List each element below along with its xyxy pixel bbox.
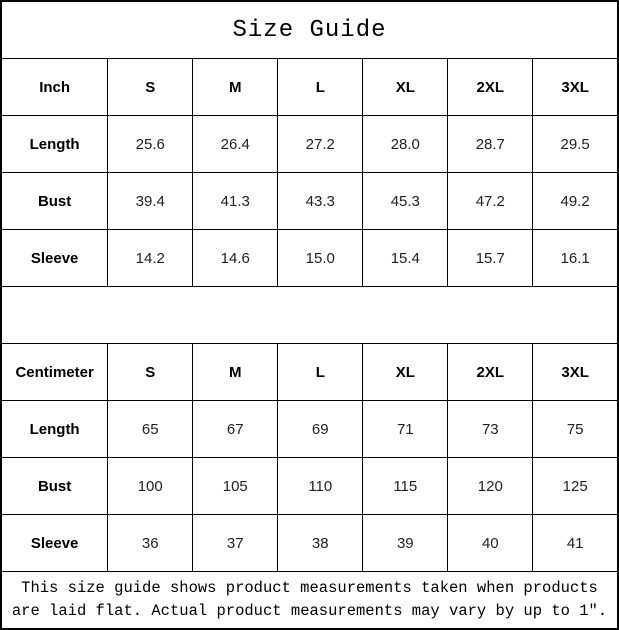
value-cell: 41: [533, 515, 618, 572]
size-header-3xl: 3XL: [533, 344, 618, 401]
value-cell: 28.7: [448, 116, 533, 173]
value-cell: 115: [363, 458, 448, 515]
size-header-m: M: [193, 344, 278, 401]
row-label-bust: Bust: [1, 458, 108, 515]
size-header-2xl: 2XL: [448, 344, 533, 401]
row-label-sleeve: Sleeve: [1, 230, 108, 287]
value-cell: 45.3: [363, 173, 448, 230]
value-cell: 125: [533, 458, 618, 515]
size-guide-title: Size Guide: [1, 1, 618, 59]
title-row: [1, 1, 618, 59]
value-cell: 110: [278, 458, 363, 515]
value-cell: 73: [448, 401, 533, 458]
value-cell: 25.6: [108, 116, 193, 173]
size-header-s: S: [108, 344, 193, 401]
row-label-sleeve: Sleeve: [1, 515, 108, 572]
cm-sleeve-row: [1, 515, 618, 572]
value-cell: 39.4: [108, 173, 193, 230]
value-cell: 16.1: [533, 230, 618, 287]
size-header-l: L: [278, 59, 363, 116]
value-cell: 47.2: [448, 173, 533, 230]
value-cell: 29.5: [533, 116, 618, 173]
value-cell: 36: [108, 515, 193, 572]
row-label-length: Length: [1, 401, 108, 458]
size-header-s: S: [108, 59, 193, 116]
value-cell: 15.7: [448, 230, 533, 287]
value-cell: 15.0: [278, 230, 363, 287]
value-cell: 39: [363, 515, 448, 572]
footer-row: [1, 572, 618, 630]
value-cell: 27.2: [278, 116, 363, 173]
value-cell: 37: [193, 515, 278, 572]
size-header-xl: XL: [363, 344, 448, 401]
cm-unit-header: Centimeter: [1, 344, 108, 401]
cm-length-row: [1, 401, 618, 458]
value-cell: 105: [193, 458, 278, 515]
row-label-bust: Bust: [1, 173, 108, 230]
value-cell: 69: [278, 401, 363, 458]
value-cell: 67: [193, 401, 278, 458]
value-cell: 28.0: [363, 116, 448, 173]
value-cell: 26.4: [193, 116, 278, 173]
row-label-length: Length: [1, 116, 108, 173]
spacer-row: [1, 287, 618, 344]
spacer-cell: [1, 287, 618, 344]
size-header-2xl: 2XL: [448, 59, 533, 116]
inch-length-row: [1, 116, 618, 173]
value-cell: 65: [108, 401, 193, 458]
cm-bust-row: [1, 458, 618, 515]
value-cell: 14.6: [193, 230, 278, 287]
footer-note-line1: This size guide shows product measurements taken when products: [21, 578, 598, 597]
value-cell: 15.4: [363, 230, 448, 287]
inch-sleeve-row: [1, 230, 618, 287]
size-header-m: M: [193, 59, 278, 116]
value-cell: 43.3: [278, 173, 363, 230]
value-cell: 71: [363, 401, 448, 458]
value-cell: 100: [108, 458, 193, 515]
inch-bust-row: [1, 173, 618, 230]
inch-unit-header: Inch: [1, 59, 108, 116]
footer-note-line2: are laid flat. Actual product measurements may vary by up to 1″.: [11, 602, 608, 620]
inch-header-row: [1, 59, 618, 116]
value-cell: 14.2: [108, 230, 193, 287]
value-cell: 49.2: [533, 173, 618, 230]
size-header-l: L: [278, 344, 363, 401]
size-header-3xl: 3XL: [533, 59, 618, 116]
value-cell: 40: [448, 515, 533, 572]
size-header-xl: XL: [363, 59, 448, 116]
footer-note: [1, 572, 618, 630]
cm-header-row: [1, 344, 618, 401]
value-cell: 75: [533, 401, 618, 458]
value-cell: 38: [278, 515, 363, 572]
value-cell: 120: [448, 458, 533, 515]
value-cell: 41.3: [193, 173, 278, 230]
